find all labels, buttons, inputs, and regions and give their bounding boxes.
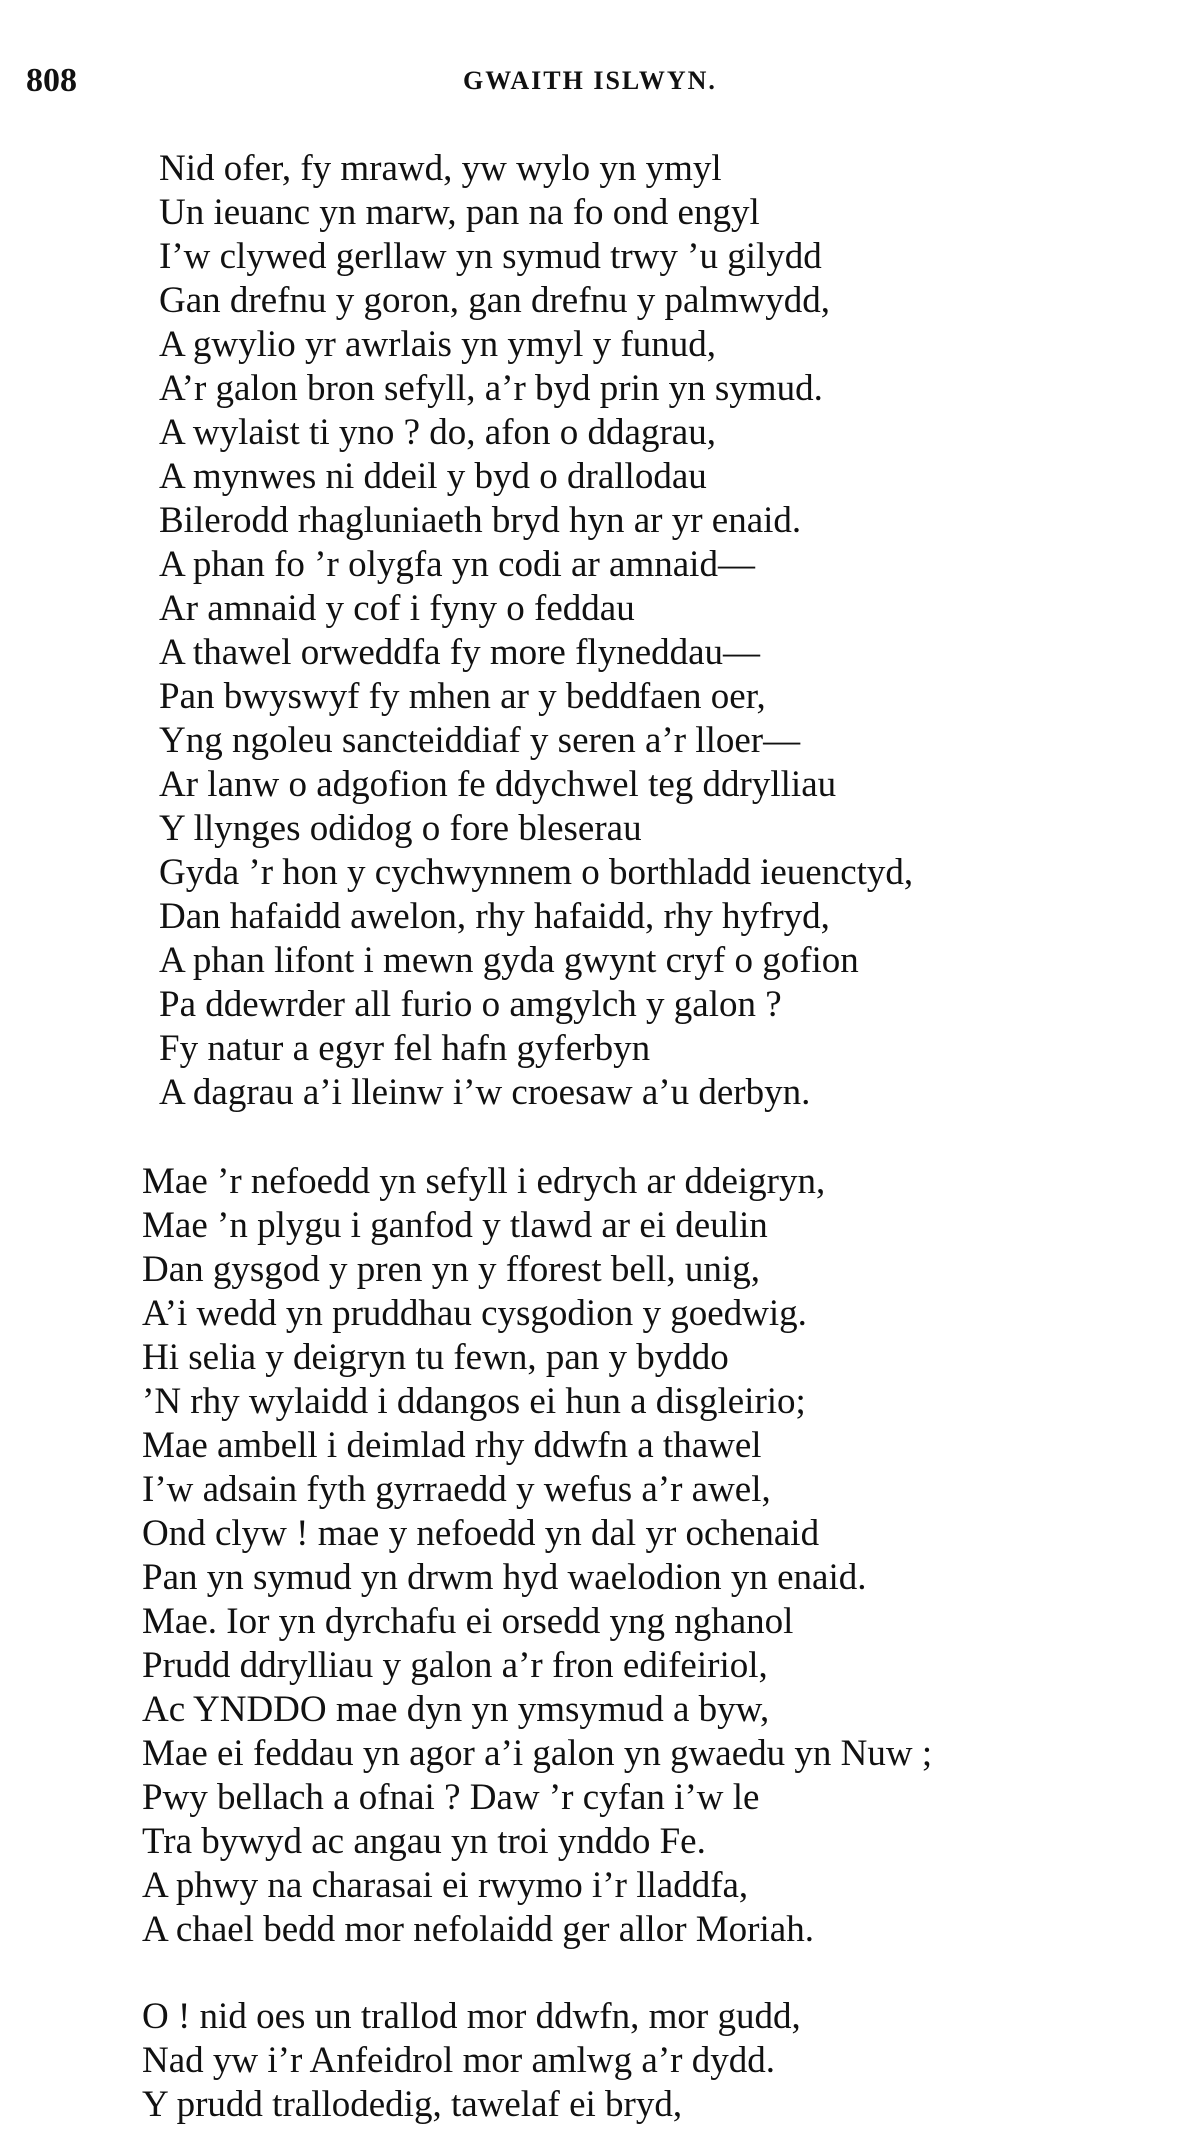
stanza-2 [142,1160,932,1952]
poem-line: Ac YNDDO mae dyn yn ymsymud a byw, [142,1689,770,1730]
poem-line: Dan hafaidd awelon, rhy hafaidd, rhy hyfryd, [159,896,830,937]
poem-line: O ! nid oes un trallod mor ddwfn, mor gudd, [142,1996,801,2037]
poem-line: Bilerodd rhagluniaeth bryd hyn ar yr enaid. [159,500,802,541]
poem-line: Gyda ’r hon y cychwynnem o borthladd ieuenctyd, [159,852,914,893]
poem-line: Mae ei feddau yn agor a’i galon yn gwaedu yn Nuw ; [142,1733,933,1774]
poem-line: Mae ambell i deimlad rhy ddwfn a thawel [142,1425,762,1466]
poem-line: Tra bywyd ac angau yn troi ynddo Fe. [142,1821,706,1862]
poem-line: Nid ofer, fy mrawd, yw wylo yn ymyl [159,148,722,189]
poem-line: A mynwes ni ddeil y byd o drallodau [159,456,707,497]
poem-line: Ar lanw o adgofion fe ddychwel teg ddrylliau [159,764,837,805]
running-title: GWAITH ISLWYN. [463,66,717,95]
poem-line: A wylaist ti yno ? do, afon o ddagrau, [159,412,716,453]
poem-line: Gan drefnu y goron, gan drefnu y palmwydd, [159,280,830,321]
poem-line: Un ieuanc yn marw, pan na fo ond engyl [159,192,760,233]
poem-line: Pan yn symud yn drwm hyd waelodion yn enaid. [142,1557,867,1598]
stanza-3 [142,1995,801,2127]
poem-line: Ar amnaid y cof i fyny o feddau [159,588,635,629]
poem-line: A thawel orweddfa fy more flyneddau— [159,632,761,673]
poem-line: Mae ’r nefoedd yn sefyll i edrych ar ddeigryn, [142,1161,826,1202]
poem-line: Prudd ddrylliau y galon a’r fron edifeiriol, [142,1645,768,1686]
stanza-1 [159,147,913,1115]
poem-line: A’r galon bron sefyll, a’r byd prin yn symud. [159,368,823,409]
poem-line: ’N rhy wylaidd i ddangos ei hun a disgleirio; [142,1381,806,1422]
poem-line: I’w clywed gerllaw yn symud trwy ’u gilydd [159,236,822,277]
poem-line: Ond clyw ! mae y nefoedd yn dal yr ochenaid [142,1513,820,1554]
poem-line: Hi selia y deigryn tu fewn, pan y byddo [142,1337,729,1378]
poem-line: Pan bwyswyf fy mhen ar y beddfaen oer, [159,676,766,717]
poem-line: Dan gysgod y pren yn y fforest bell, unig, [142,1249,760,1290]
poem-line: Mae. Ior yn dyrchafu ei orsedd yng nghanol [142,1601,794,1642]
poem-line: Fy natur a egyr fel hafn gyferbyn [159,1028,651,1069]
poem-line: Yng ngoleu sancteiddiaf y seren a’r lloer— [159,720,801,761]
poem-line: Nad yw i’r Anfeidrol mor amlwg a’r dydd. [142,2040,775,2081]
poem-line: A chael bedd mor nefolaidd ger allor Moriah. [142,1909,814,1950]
poem-line: A gwylio yr awrlais yn ymyl y funud, [159,324,717,365]
poem-line: Pwy bellach a ofnai ? Daw ’r cyfan i’w le [142,1777,760,1818]
poem-line: Pa ddewrder all furio o amgylch y galon ? [159,984,782,1025]
poem-line: A phan fo ’r olygfa yn codi ar amnaid— [159,544,755,585]
poem-line: A’i wedd yn pruddhau cysgodion y goedwig. [142,1293,807,1334]
poem-line: A dagrau a’i lleinw i’w croesaw a’u derbyn. [159,1072,811,1113]
poem-line: A phwy na charasai ei rwymo i’r lladdfa, [142,1865,749,1906]
poem-line: I’w adsain fyth gyrraedd y wefus a’r awel, [142,1469,771,1510]
poem-line: A phan lifont i mewn gyda gwynt cryf o gofion [159,940,859,981]
poem-line: Y prudd trallodedig, tawelaf ei bryd, [142,2084,683,2125]
poem-line: Mae ’n plygu i ganfod y tlawd ar ei deulin [142,1205,768,1246]
poem-line: Y llynges odidog o fore bleserau [159,808,642,849]
page-number: 808 [26,62,77,99]
